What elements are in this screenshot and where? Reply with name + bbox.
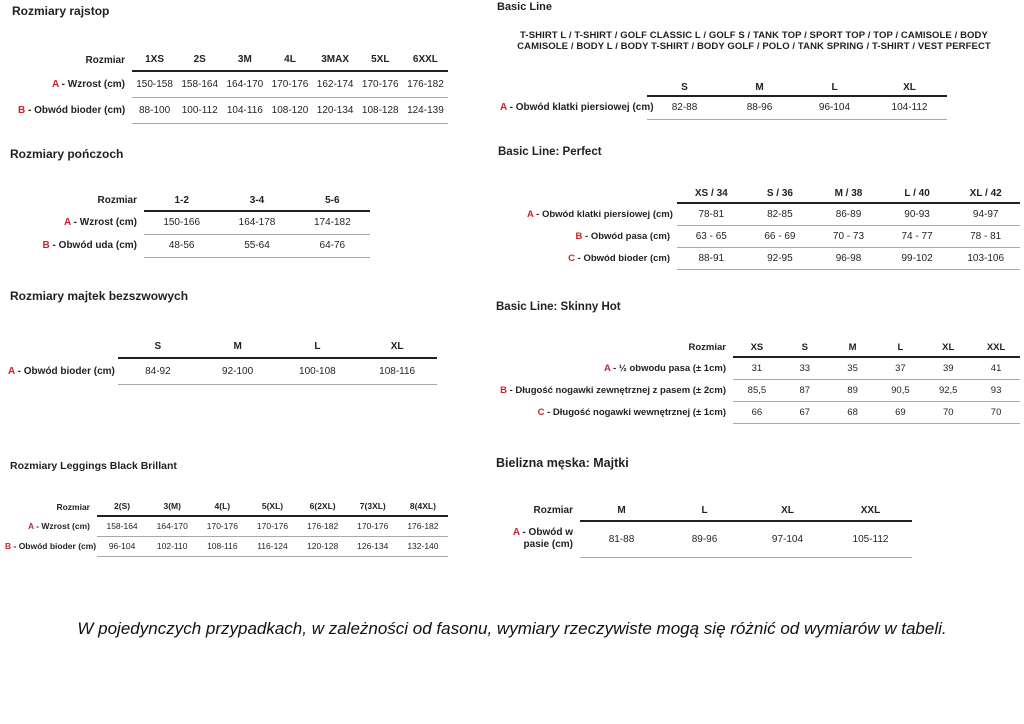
- column-header: 5-6: [295, 190, 370, 211]
- corner-label: [500, 79, 647, 96]
- size-table: [497, 338, 1020, 424]
- cell-value: 67: [781, 401, 829, 423]
- row-letter: B: [575, 230, 583, 242]
- row-label: B - Obwód uda (cm): [42, 240, 137, 251]
- table-row: [527, 203, 1020, 225]
- row-label: A - Obwód klatki piersiowej (cm): [527, 208, 673, 220]
- column-header: 6XXL: [403, 49, 448, 71]
- row-letter: A: [512, 527, 520, 538]
- table-majtki-bezszwowe: [8, 335, 437, 385]
- cell-value: 96-104: [97, 536, 147, 556]
- table-row: [497, 379, 1020, 401]
- cell-value: 89: [829, 379, 877, 401]
- cell-value: 124-139: [403, 97, 448, 123]
- cell-value: 31: [733, 357, 781, 379]
- cell-value: 105-112: [829, 521, 912, 557]
- column-header: S: [781, 338, 829, 357]
- cell-value: 92-100: [198, 358, 278, 384]
- column-header: XXL: [972, 338, 1020, 357]
- cell-value: 99-102: [883, 247, 952, 269]
- column-header: L / 40: [883, 184, 952, 203]
- column-header: S: [118, 335, 198, 358]
- section-title-ponczochy: Rozmiary pończoch: [10, 147, 124, 161]
- column-header: 8(4XL): [398, 497, 448, 516]
- cell-value: 92-95: [746, 247, 815, 269]
- corner-label: Rozmiar: [688, 342, 726, 353]
- row-label: A - Obwód bioder (cm): [8, 365, 115, 377]
- cell-value: 176-182: [403, 71, 448, 97]
- cell-value: 93: [972, 379, 1020, 401]
- row-letter: B: [18, 104, 26, 116]
- row-label: B - Obwód bioder (cm): [5, 541, 97, 551]
- section-title-majtki-meskie: Bielizna męska: Majtki: [496, 456, 629, 470]
- table-majtki-meskie: [505, 500, 912, 558]
- cell-value: 88-91: [677, 247, 746, 269]
- cell-value: 70 - 73: [814, 225, 883, 247]
- cell-value: 64-76: [295, 234, 370, 257]
- table-row: [8, 358, 437, 384]
- row-letter: B: [500, 384, 507, 396]
- row-label: A - ½ obwodu pasa (± 1cm): [603, 362, 726, 374]
- column-header: 7(3XL): [348, 497, 398, 516]
- row-label: B - Długość nogawki zewnętrznej z pasem (± 2cm): [500, 384, 726, 396]
- table-row: [5, 536, 448, 556]
- corner-label: Rozmiar: [97, 195, 137, 206]
- cell-value: 81-88: [580, 521, 663, 557]
- row-label: A - Wzrost (cm): [27, 521, 90, 531]
- corner-label: Rozmiar: [533, 505, 573, 516]
- cell-value: 158-164: [97, 516, 147, 536]
- size-table: [5, 497, 448, 557]
- cell-value: 150-166: [144, 211, 219, 234]
- cell-value: 66: [733, 401, 781, 423]
- cell-value: 164-178: [219, 211, 294, 234]
- column-header: 4(L): [197, 497, 247, 516]
- column-header: 2S: [177, 49, 222, 71]
- column-header: XL: [357, 335, 437, 358]
- column-header: L: [663, 500, 746, 521]
- product-list-line: CAMISOLE / BODY L / BODY T-SHIRT / BODY GOLF / POLO / TANK SPRING / T-SHIRT / VEST PERFECT: [517, 40, 991, 52]
- row-letter: A: [527, 208, 534, 220]
- column-header: L: [876, 338, 924, 357]
- corner-label: Rozmiar: [56, 501, 90, 512]
- column-header: XL: [872, 79, 947, 96]
- table-header-row: [505, 500, 912, 521]
- cell-value: 104-116: [222, 97, 267, 123]
- column-header: 3M: [222, 49, 267, 71]
- column-header: 3MAX: [313, 49, 358, 71]
- row-letter: A: [500, 102, 507, 113]
- row-letter: B: [42, 240, 50, 251]
- column-header: 2(S): [97, 497, 147, 516]
- cell-value: 88-100: [132, 97, 177, 123]
- table-rajstopy: [18, 49, 448, 124]
- table-row: [18, 97, 448, 123]
- table-row: [527, 247, 1020, 269]
- size-table: [527, 184, 1020, 270]
- section-title-rajstopy: Rozmiary rajstop: [12, 4, 110, 18]
- cell-value: 78-81: [677, 203, 746, 225]
- cell-value: 70: [924, 401, 972, 423]
- column-header: L: [797, 79, 872, 96]
- cell-value: 33: [781, 357, 829, 379]
- cell-value: 104-112: [872, 96, 947, 119]
- row-letter: A: [8, 365, 15, 377]
- cell-value: 170-176: [247, 516, 297, 536]
- cell-value: 162-174: [313, 71, 358, 97]
- table-header-row: [497, 338, 1020, 357]
- cell-value: 88-96: [722, 96, 797, 119]
- cell-value: 68: [829, 401, 877, 423]
- footnote: W pojedynczych przypadkach, w zależności od fasonu, wymiary rzeczywiste mogą się różnić od wymiarów w tabeli.: [77, 619, 947, 638]
- row-letter: B: [5, 541, 12, 551]
- table-row: [18, 71, 448, 97]
- column-header: XL / 42: [951, 184, 1020, 203]
- table-header-row: [527, 184, 1020, 203]
- column-header: 5(XL): [247, 497, 297, 516]
- corner-label: Rozmiar: [85, 54, 125, 66]
- cell-value: 150-158: [132, 71, 177, 97]
- cell-value: 89-96: [663, 521, 746, 557]
- cell-value: 70: [972, 401, 1020, 423]
- table-header-row: [5, 497, 448, 516]
- table-row: [497, 357, 1020, 379]
- table-header-row: [500, 79, 947, 96]
- cell-value: 66 - 69: [746, 225, 815, 247]
- section-title-skinny-hot: Basic Line: Skinny Hot: [496, 301, 621, 313]
- table-header-row: [40, 190, 370, 211]
- row-letter: A: [64, 217, 71, 228]
- cell-value: 108-116: [357, 358, 437, 384]
- table-leggings: [5, 497, 448, 557]
- column-header: XXL: [829, 500, 912, 521]
- row-label: B - Obwód pasa (cm): [575, 230, 670, 242]
- column-header: L: [278, 335, 358, 358]
- row-label: B - Obwód bioder (cm): [18, 104, 126, 116]
- cell-value: 94-97: [951, 203, 1020, 225]
- basic-line-product-list: [488, 31, 1020, 52]
- cell-value: 84-92: [118, 358, 198, 384]
- column-header: 3-4: [219, 190, 294, 211]
- cell-value: 164-170: [222, 71, 267, 97]
- cell-value: 164-170: [147, 516, 197, 536]
- column-header: 4L: [267, 49, 312, 71]
- table-header-row: [8, 335, 437, 358]
- cell-value: 158-164: [177, 71, 222, 97]
- row-label: A - Obwód klatki piersiowej (cm): [500, 102, 654, 113]
- cell-value: 174-182: [295, 211, 370, 234]
- corner-label: [8, 335, 118, 358]
- table-row: [5, 516, 448, 536]
- cell-value: 100-108: [278, 358, 358, 384]
- row-label: C - Obwód bioder (cm): [568, 252, 670, 264]
- cell-value: 176-182: [398, 516, 448, 536]
- cell-value: 41: [972, 357, 1020, 379]
- column-header: M: [580, 500, 663, 521]
- row-label: A - Wzrost (cm): [64, 217, 137, 228]
- row-letter: A: [603, 362, 611, 374]
- column-header: 3(M): [147, 497, 197, 516]
- cell-value: 90-93: [883, 203, 952, 225]
- cell-value: 116-124: [247, 536, 297, 556]
- cell-value: 170-176: [348, 516, 398, 536]
- column-header: 5XL: [358, 49, 403, 71]
- row-letter: A: [52, 78, 59, 90]
- column-header: M: [198, 335, 278, 358]
- cell-value: 69: [876, 401, 924, 423]
- table-ponczochy: [40, 190, 370, 258]
- table-row: [500, 96, 947, 119]
- table-basic-line: [500, 79, 947, 120]
- cell-value: 39: [924, 357, 972, 379]
- row-letter: C: [568, 252, 575, 264]
- column-header: S / 36: [746, 184, 815, 203]
- table-header-row: [18, 49, 448, 71]
- cell-value: 108-120: [267, 97, 312, 123]
- row-letter: C: [537, 406, 545, 418]
- row-label: A - Obwód w pasie (cm): [512, 527, 573, 550]
- column-header: XS / 34: [677, 184, 746, 203]
- size-table: [500, 79, 947, 120]
- table-row: [505, 521, 912, 557]
- cell-value: 92,5: [924, 379, 972, 401]
- column-header: S: [647, 79, 722, 96]
- cell-value: 86-89: [814, 203, 883, 225]
- section-title-perfect: Basic Line: Perfect: [498, 146, 602, 158]
- cell-value: 85,5: [733, 379, 781, 401]
- section-title-majtki-bezszwowe: Rozmiary majtek bezszwowych: [10, 289, 189, 303]
- section-title-leggings: Rozmiary Leggings Black Brillant: [10, 460, 177, 472]
- column-header: 6(2XL): [298, 497, 348, 516]
- cell-value: 55-64: [219, 234, 294, 257]
- cell-value: 120-128: [298, 536, 348, 556]
- cell-value: 97-104: [746, 521, 829, 557]
- cell-value: 48-56: [144, 234, 219, 257]
- cell-value: 126-134: [348, 536, 398, 556]
- column-header: 1-2: [144, 190, 219, 211]
- table-row: [40, 211, 370, 234]
- cell-value: 87: [781, 379, 829, 401]
- cell-value: 108-116: [197, 536, 247, 556]
- table-row: [497, 401, 1020, 423]
- cell-value: 74 - 77: [883, 225, 952, 247]
- cell-value: 102-110: [147, 536, 197, 556]
- size-table: [40, 190, 370, 258]
- cell-value: 35: [829, 357, 877, 379]
- column-header: M: [829, 338, 877, 357]
- cell-value: 96-98: [814, 247, 883, 269]
- table-row: [40, 234, 370, 257]
- cell-value: 108-128: [358, 97, 403, 123]
- cell-value: 176-182: [298, 516, 348, 536]
- cell-value: 120-134: [313, 97, 358, 123]
- corner-label: [527, 184, 677, 203]
- row-letter: A: [27, 521, 34, 531]
- cell-value: 132-140: [398, 536, 448, 556]
- product-list-line: T-SHIRT L / T-SHIRT / GOLF CLASSIC L / GOLF S / TANK TOP / SPORT TOP / TOP / CAMISOLE / BODY: [520, 30, 988, 41]
- cell-value: 170-176: [358, 71, 403, 97]
- column-header: M / 38: [814, 184, 883, 203]
- column-header: M: [722, 79, 797, 96]
- cell-value: 37: [876, 357, 924, 379]
- column-header: XL: [746, 500, 829, 521]
- column-header: 1XS: [132, 49, 177, 71]
- column-header: XL: [924, 338, 972, 357]
- cell-value: 170-176: [267, 71, 312, 97]
- cell-value: 90,5: [876, 379, 924, 401]
- table-skinny-hot: [497, 338, 1020, 424]
- cell-value: 82-88: [647, 96, 722, 119]
- table-row: [527, 225, 1020, 247]
- table-perfect: [527, 184, 1020, 270]
- size-table: [505, 500, 912, 558]
- cell-value: 170-176: [197, 516, 247, 536]
- size-table: [8, 335, 437, 385]
- section-title-basic-line: Basic Line: [497, 1, 553, 13]
- cell-value: 82-85: [746, 203, 815, 225]
- row-label: C - Długość nogawki wewnętrznej (± 1cm): [537, 406, 726, 418]
- row-label: A - Wzrost (cm): [52, 78, 125, 90]
- cell-value: 96-104: [797, 96, 872, 119]
- cell-value: 100-112: [177, 97, 222, 123]
- size-table: [18, 49, 448, 124]
- cell-value: 103-106: [951, 247, 1020, 269]
- cell-value: 78 - 81: [951, 225, 1020, 247]
- column-header: XS: [733, 338, 781, 357]
- cell-value: 63 - 65: [677, 225, 746, 247]
